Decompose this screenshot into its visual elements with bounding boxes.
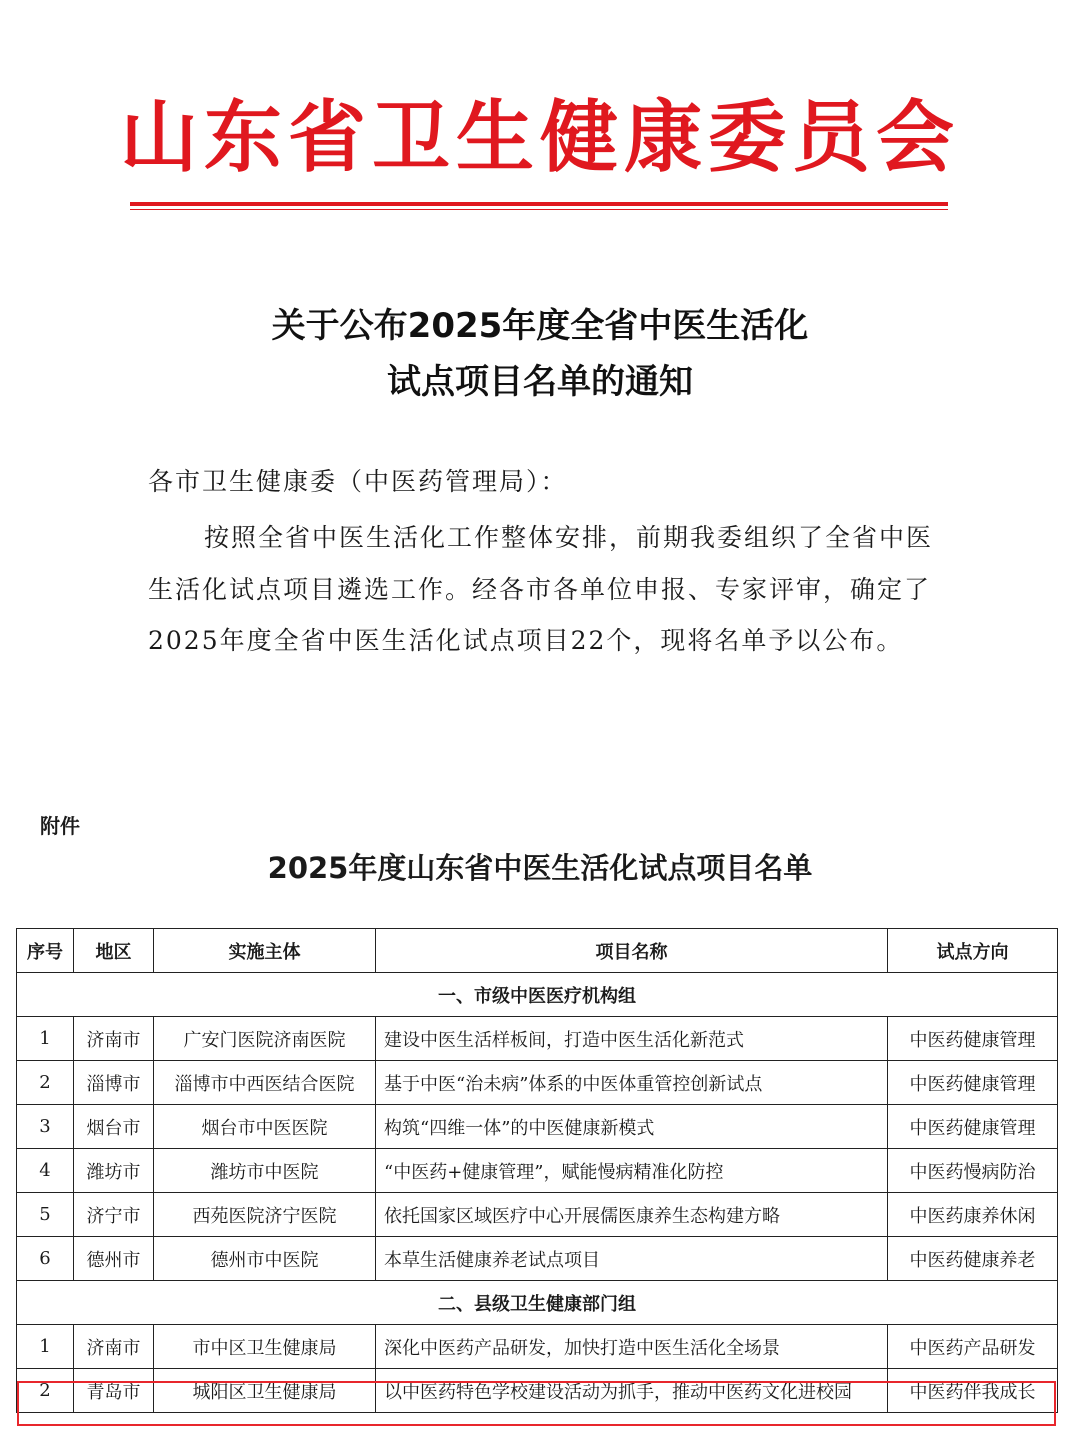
red-divider-thin [130,209,948,210]
cell-project: 以中医药特色学校建设活动为抓手，推动中医药文化进校园 [376,1369,888,1413]
cell-index: 1 [17,1017,74,1061]
cell-project: 深化中医药产品研发，加快打造中医生活化全场景 [376,1325,888,1369]
cell-direction: 中医药产品研发 [888,1325,1058,1369]
cell-index: 2 [17,1369,74,1413]
red-divider-thick [130,202,948,206]
table-row [17,1017,1058,1061]
cell-project: 依托国家区域医疗中心开展儒医康养生态构建方略 [376,1193,888,1237]
table-row [17,1325,1058,1369]
table-row [17,1061,1058,1105]
cell-region: 烟台市 [74,1105,154,1149]
cell-entity: 淄博市中西医结合医院 [154,1061,376,1105]
cell-entity: 潍坊市中医院 [154,1149,376,1193]
column-header: 试点方向 [888,929,1058,973]
cell-region: 济宁市 [74,1193,154,1237]
column-header: 序号 [17,929,74,973]
cell-project: 基于中医“治未病”体系的中医体重管控创新试点 [376,1061,888,1105]
cell-entity: 城阳区卫生健康局 [154,1369,376,1413]
column-header: 项目名称 [376,929,888,973]
title-line-2: 试点项目名单的通知 [387,362,693,402]
cell-project: 建设中医生活样板间，打造中医生活化新范式 [376,1017,888,1061]
cell-region: 潍坊市 [74,1149,154,1193]
cell-project: “中医药+健康管理”，赋能慢病精准化防控 [376,1149,888,1193]
project-table [16,928,1058,1413]
cell-direction: 中医药伴我成长 [888,1369,1058,1413]
cell-index: 2 [17,1061,74,1105]
cell-direction: 中医药健康养老 [888,1237,1058,1281]
cell-index: 4 [17,1149,74,1193]
cell-region: 青岛市 [74,1369,154,1413]
cell-index: 3 [17,1105,74,1149]
attachment-label: 附件 [40,814,80,838]
cell-project: 本草生活健康养老试点项目 [376,1237,888,1281]
cell-entity: 市中区卫生健康局 [154,1325,376,1369]
notice-body: 按照全省中医生活化工作整体安排，前期我委组织了全省中医生活化试点项目遴选工作。经各市各单位申报、专家评审，确定了2025年度全省中医生活化试点项目22个，现将名单予以公布。 [148,523,934,655]
cell-direction: 中医药健康管理 [888,1017,1058,1061]
cell-region: 德州市 [74,1237,154,1281]
cell-region: 济南市 [74,1017,154,1061]
cell-project: 构筑“四维一体”的中医健康新模式 [376,1105,888,1149]
group-row [17,973,1058,1017]
cell-index: 6 [17,1237,74,1281]
list-title: 2025年度山东省中医生活化试点项目名单 [267,851,813,885]
masthead-title: 山东省卫生健康委员会 [119,93,960,183]
cell-direction: 中医药慢病防治 [888,1149,1058,1193]
table-row [17,1105,1058,1149]
table-header-row [17,929,1058,973]
column-header: 实施主体 [154,929,376,973]
table-row [17,1149,1058,1193]
cell-direction: 中医药健康管理 [888,1105,1058,1149]
document-title [0,298,1080,410]
cell-index: 5 [17,1193,74,1237]
cell-index: 1 [17,1325,74,1369]
column-header: 地区 [74,929,154,973]
cell-entity: 烟台市中医医院 [154,1105,376,1149]
cell-entity: 广安门医院济南医院 [154,1017,376,1061]
title-line-1: 关于公布2025年度全省中医生活化 [271,306,809,346]
group-row [17,1281,1058,1325]
salutation: 各市卫生健康委（中医药管理局）： [148,467,568,496]
cell-entity: 西苑医院济宁医院 [154,1193,376,1237]
table-row [17,1237,1058,1281]
group-title: 一、市级中医医疗机构组 [17,973,1058,1017]
cell-entity: 德州市中医院 [154,1237,376,1281]
cell-region: 济南市 [74,1325,154,1369]
group-title: 二、县级卫生健康部门组 [17,1281,1058,1325]
table-row-highlighted [17,1369,1058,1413]
cell-region: 淄博市 [74,1061,154,1105]
table-row [17,1193,1058,1237]
cell-direction: 中医药健康管理 [888,1061,1058,1105]
cell-direction: 中医药康养休闲 [888,1193,1058,1237]
